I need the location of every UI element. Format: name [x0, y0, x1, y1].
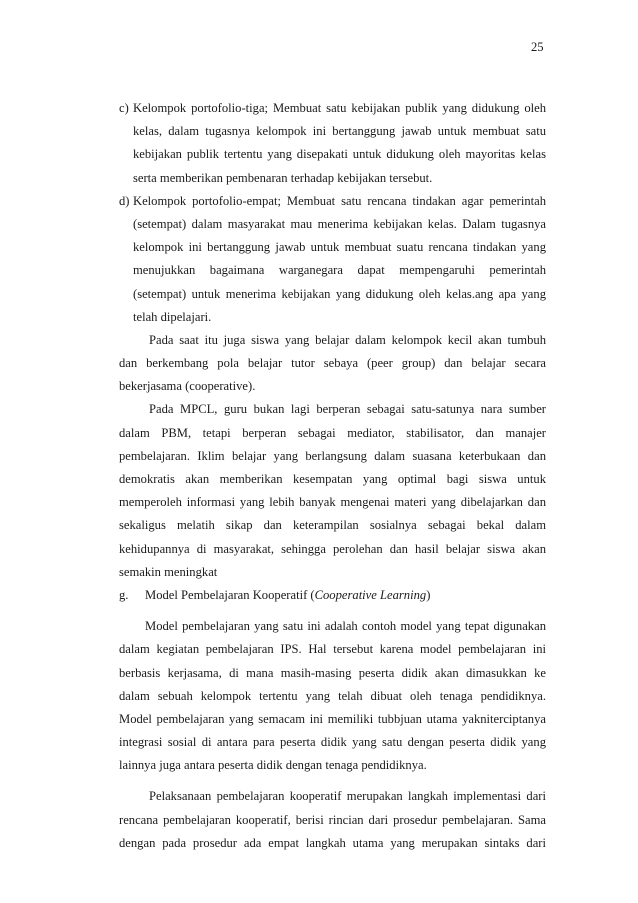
list-item-c-line-2: kelas, dalam tugasnya kelompok ini bertanggung jawab untuk membuat satu: [133, 124, 546, 139]
paragraph-model-line-7: lainnya juga antara peserta didik dengan tenaga pendidiknya.: [119, 758, 427, 773]
section-marker-g: g.: [119, 587, 129, 602]
list-item-d-line-2: (setempat) dalam masyarakat mau menerima kebijakan kelas. Dalam tugasnya: [133, 216, 546, 231]
paragraph-mpcl-line-3: pembelajaran. Iklim belajar yang berlangsung dalam suasana keterbukaan dan: [119, 448, 546, 463]
paragraph-group-line-2: dan berkembang pola belajar tutor sebaya (peer group) dan belajar secara: [119, 356, 546, 371]
paragraph-pelaksanaan-line-1: Pelaksanaan pembelajaran kooperatif merupakan langkah implementasi dari: [149, 789, 546, 804]
paragraph-group-line-3: bekerjasama (cooperative).: [119, 379, 256, 394]
list-marker-d: d): [119, 193, 130, 208]
list-item-c-line-4: serta memberikan pembenaran terhadap kebijakan tersebut.: [133, 170, 433, 185]
list-marker-c: c): [119, 101, 129, 115]
paragraph-model-line-1: Model pembelajaran yang satu ini adalah contoh model yang tepat digunakan: [145, 619, 546, 634]
paragraph-mpcl-line-4: demokratis akan memberikan kesempatan yang optimal bagi siswa untuk: [119, 472, 546, 486]
list-item-d-line-5: (setempat) untuk menerima kebijakan yang didukung oleh kelas.ang apa yang: [133, 286, 546, 301]
paragraph-pelaksanaan-line-2: rencana pembelajaran kooperatif, berisi rincian dari prosedur pembelajaran. Sama: [119, 812, 546, 827]
list-item-d-line-6: telah dipelajari.: [133, 309, 212, 324]
list-item-c-line-3: kebijakan publik tertentu yang disepakati untuk didukung oleh mayoritas kelas: [133, 147, 546, 162]
paragraph-mpcl-line-7: kehidupannya di masyarakat, sehingga perolehan dan hasil belajar siswa akan: [119, 541, 546, 556]
list-item-d-line-1: d) Kelompok portofolio-empat; Membuat satu rencana tindakan agar pemerintah: [119, 190, 546, 213]
paragraph-model-line-2: dalam kegiatan pembelajaran IPS. Hal tersebut karena model pembelajaran ini: [119, 642, 546, 657]
paragraph-model-line-4: dalam sebuah kelompok tertentu yang telah dibuat oleh tenaga pendidiknya.: [119, 688, 546, 703]
section-heading-g: g. Model Pembelajaran Kooperatif (Cooperative Learning): [119, 584, 546, 607]
list-item-d-line-3: kelompok ini bertanggung jawab untuk membuat suatu rencana tindakan yang: [133, 240, 546, 255]
paragraph-mpcl-line-2: dalam PBM, tetapi berperan sebagai mediator, stabilisator, dan manajer: [119, 425, 546, 440]
section-title-italic: Cooperative Learning: [314, 587, 427, 602]
list-item-d-line-4: menujukkan bagaimana warganegara dapat mempengaruhi pemerintah: [133, 263, 546, 278]
body-text: [119, 97, 546, 855]
paragraph-mpcl-line-5: memperoleh informasi yang lebih banyak mengenai materi yang dibelajarkan dan: [119, 495, 546, 510]
paragraph-model-line-6: integrasi sosial di antara para peserta didik yang satu dengan peserta didik yang: [119, 735, 546, 750]
paragraph-mpcl-line-1: Pada MPCL, guru bukan lagi berperan sebagai satu-satunya nara sumber: [149, 402, 546, 417]
paragraph-group-line-1: Pada saat itu juga siswa yang belajar dalam kelompok kecil akan tumbuh: [149, 332, 546, 347]
list-item-c-line-1: c) Kelompok portofolio-tiga; Membuat satu kebijakan publik yang didukung oleh: [119, 97, 546, 120]
paragraph-mpcl-line-6: sekaligus melatih sikap dan keterampilan sosialnya sebagai bekal dalam: [119, 518, 546, 533]
paragraph-pelaksanaan-line-3: dengan pada prosedur ada empat langkah utama yang merupakan sintaks dari: [119, 835, 546, 850]
paragraph-model-line-3: berbasis kerjasama, di mana masih-masing peserta didik akan dimasukkan ke: [119, 665, 546, 680]
page-number: 25: [531, 40, 544, 54]
paragraph-mpcl-line-8: semakin meningkat: [119, 564, 218, 579]
paragraph-model-line-5: Model pembelajaran yang semacam ini memiliki tubbjuan utama yakniterciptanya: [119, 711, 546, 726]
